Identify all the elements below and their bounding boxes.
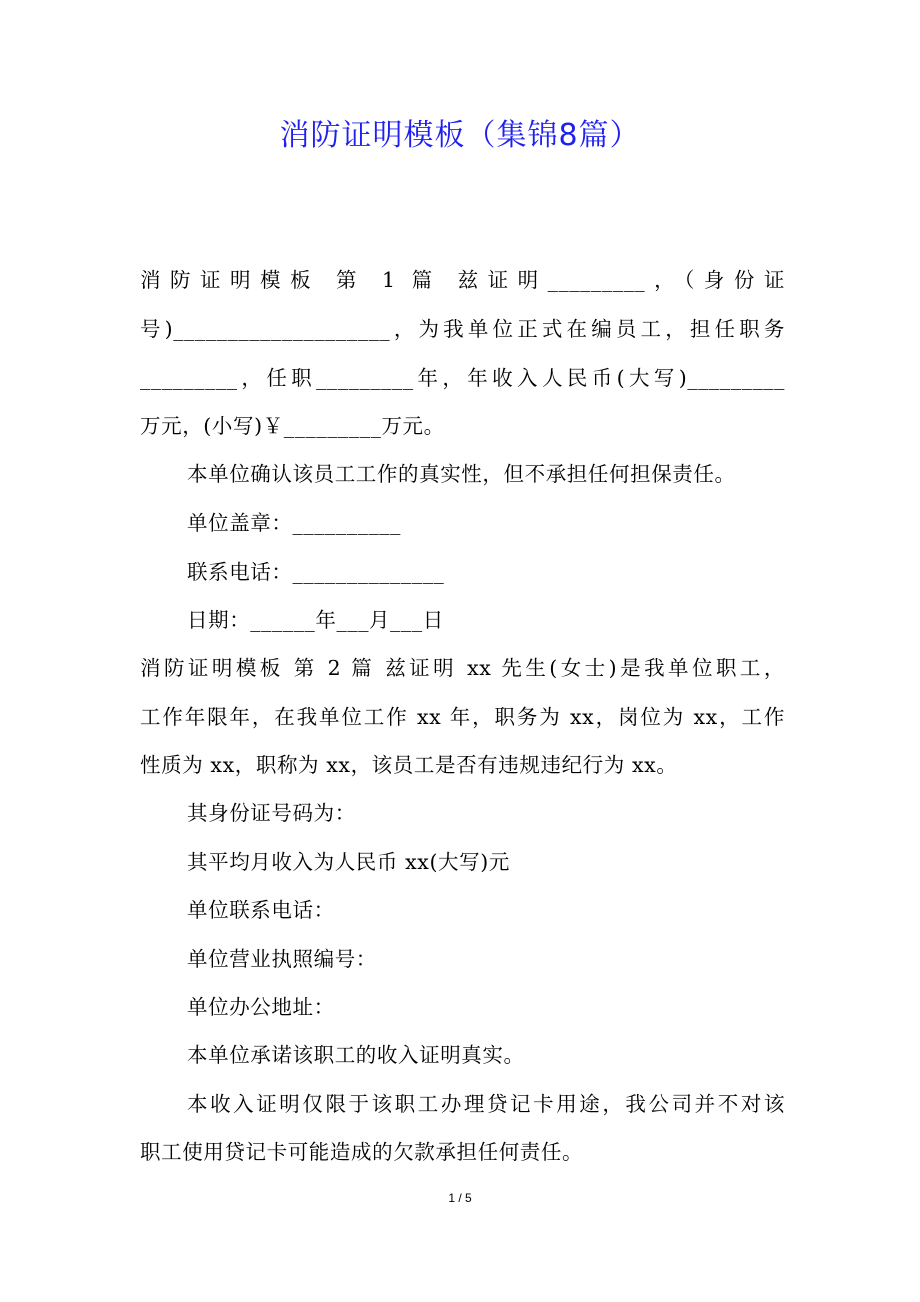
text-line: 消防证明模板 第 2 篇 兹证明 xx 先生(女士)是我单位职工， — [140, 656, 785, 680]
text-line: 本单位承诺该职工的收入证明真实。 — [187, 1043, 525, 1067]
text-line: 性质为 xx，职称为 xx，该员工是否有违规违纪行为 xx。 — [140, 753, 678, 777]
text-line: 职工使用贷记卡可能造成的欠款承担任何责任。 — [140, 1140, 584, 1164]
text-line: 单位联系电话： — [187, 898, 335, 922]
text-line: 单位办公地址： — [187, 995, 335, 1019]
text-line: 单位营业执照编号： — [187, 947, 377, 971]
text-line: 消防证明模板 第 1 篇 兹证明_________，（身份证 — [140, 268, 785, 292]
text-line: 联系电话：______________ — [187, 560, 445, 584]
text-line: _________，任职_________年，年收入人民币(大写)_________ — [140, 366, 785, 390]
document-title: 消防证明模板（集锦8篇） — [279, 118, 641, 153]
text-line: 工作年限年，在我单位工作 xx 年，职务为 xx，岗位为 xx，工作 — [140, 705, 785, 729]
text-line: 日期：______年___月___日 — [187, 608, 444, 632]
text-line: 万元，(小写)￥_________万元。 — [140, 414, 445, 438]
text-line: 号)____________________，为我单位正式在编员工，担任职务 — [140, 317, 785, 341]
text-line: 其身份证号码为： — [187, 801, 356, 825]
text-line: 单位盖章：__________ — [187, 511, 401, 535]
text-line: 其平均月收入为人民币 xx(大写)元 — [187, 850, 510, 874]
page-number: 1 / 5 — [448, 1191, 472, 1205]
text-line: 本单位确认该员工工作的真实性，但不承担任何担保责任。 — [187, 462, 736, 486]
text-line: 本收入证明仅限于该职工办理贷记卡用途，我公司并不对该 — [187, 1092, 785, 1116]
